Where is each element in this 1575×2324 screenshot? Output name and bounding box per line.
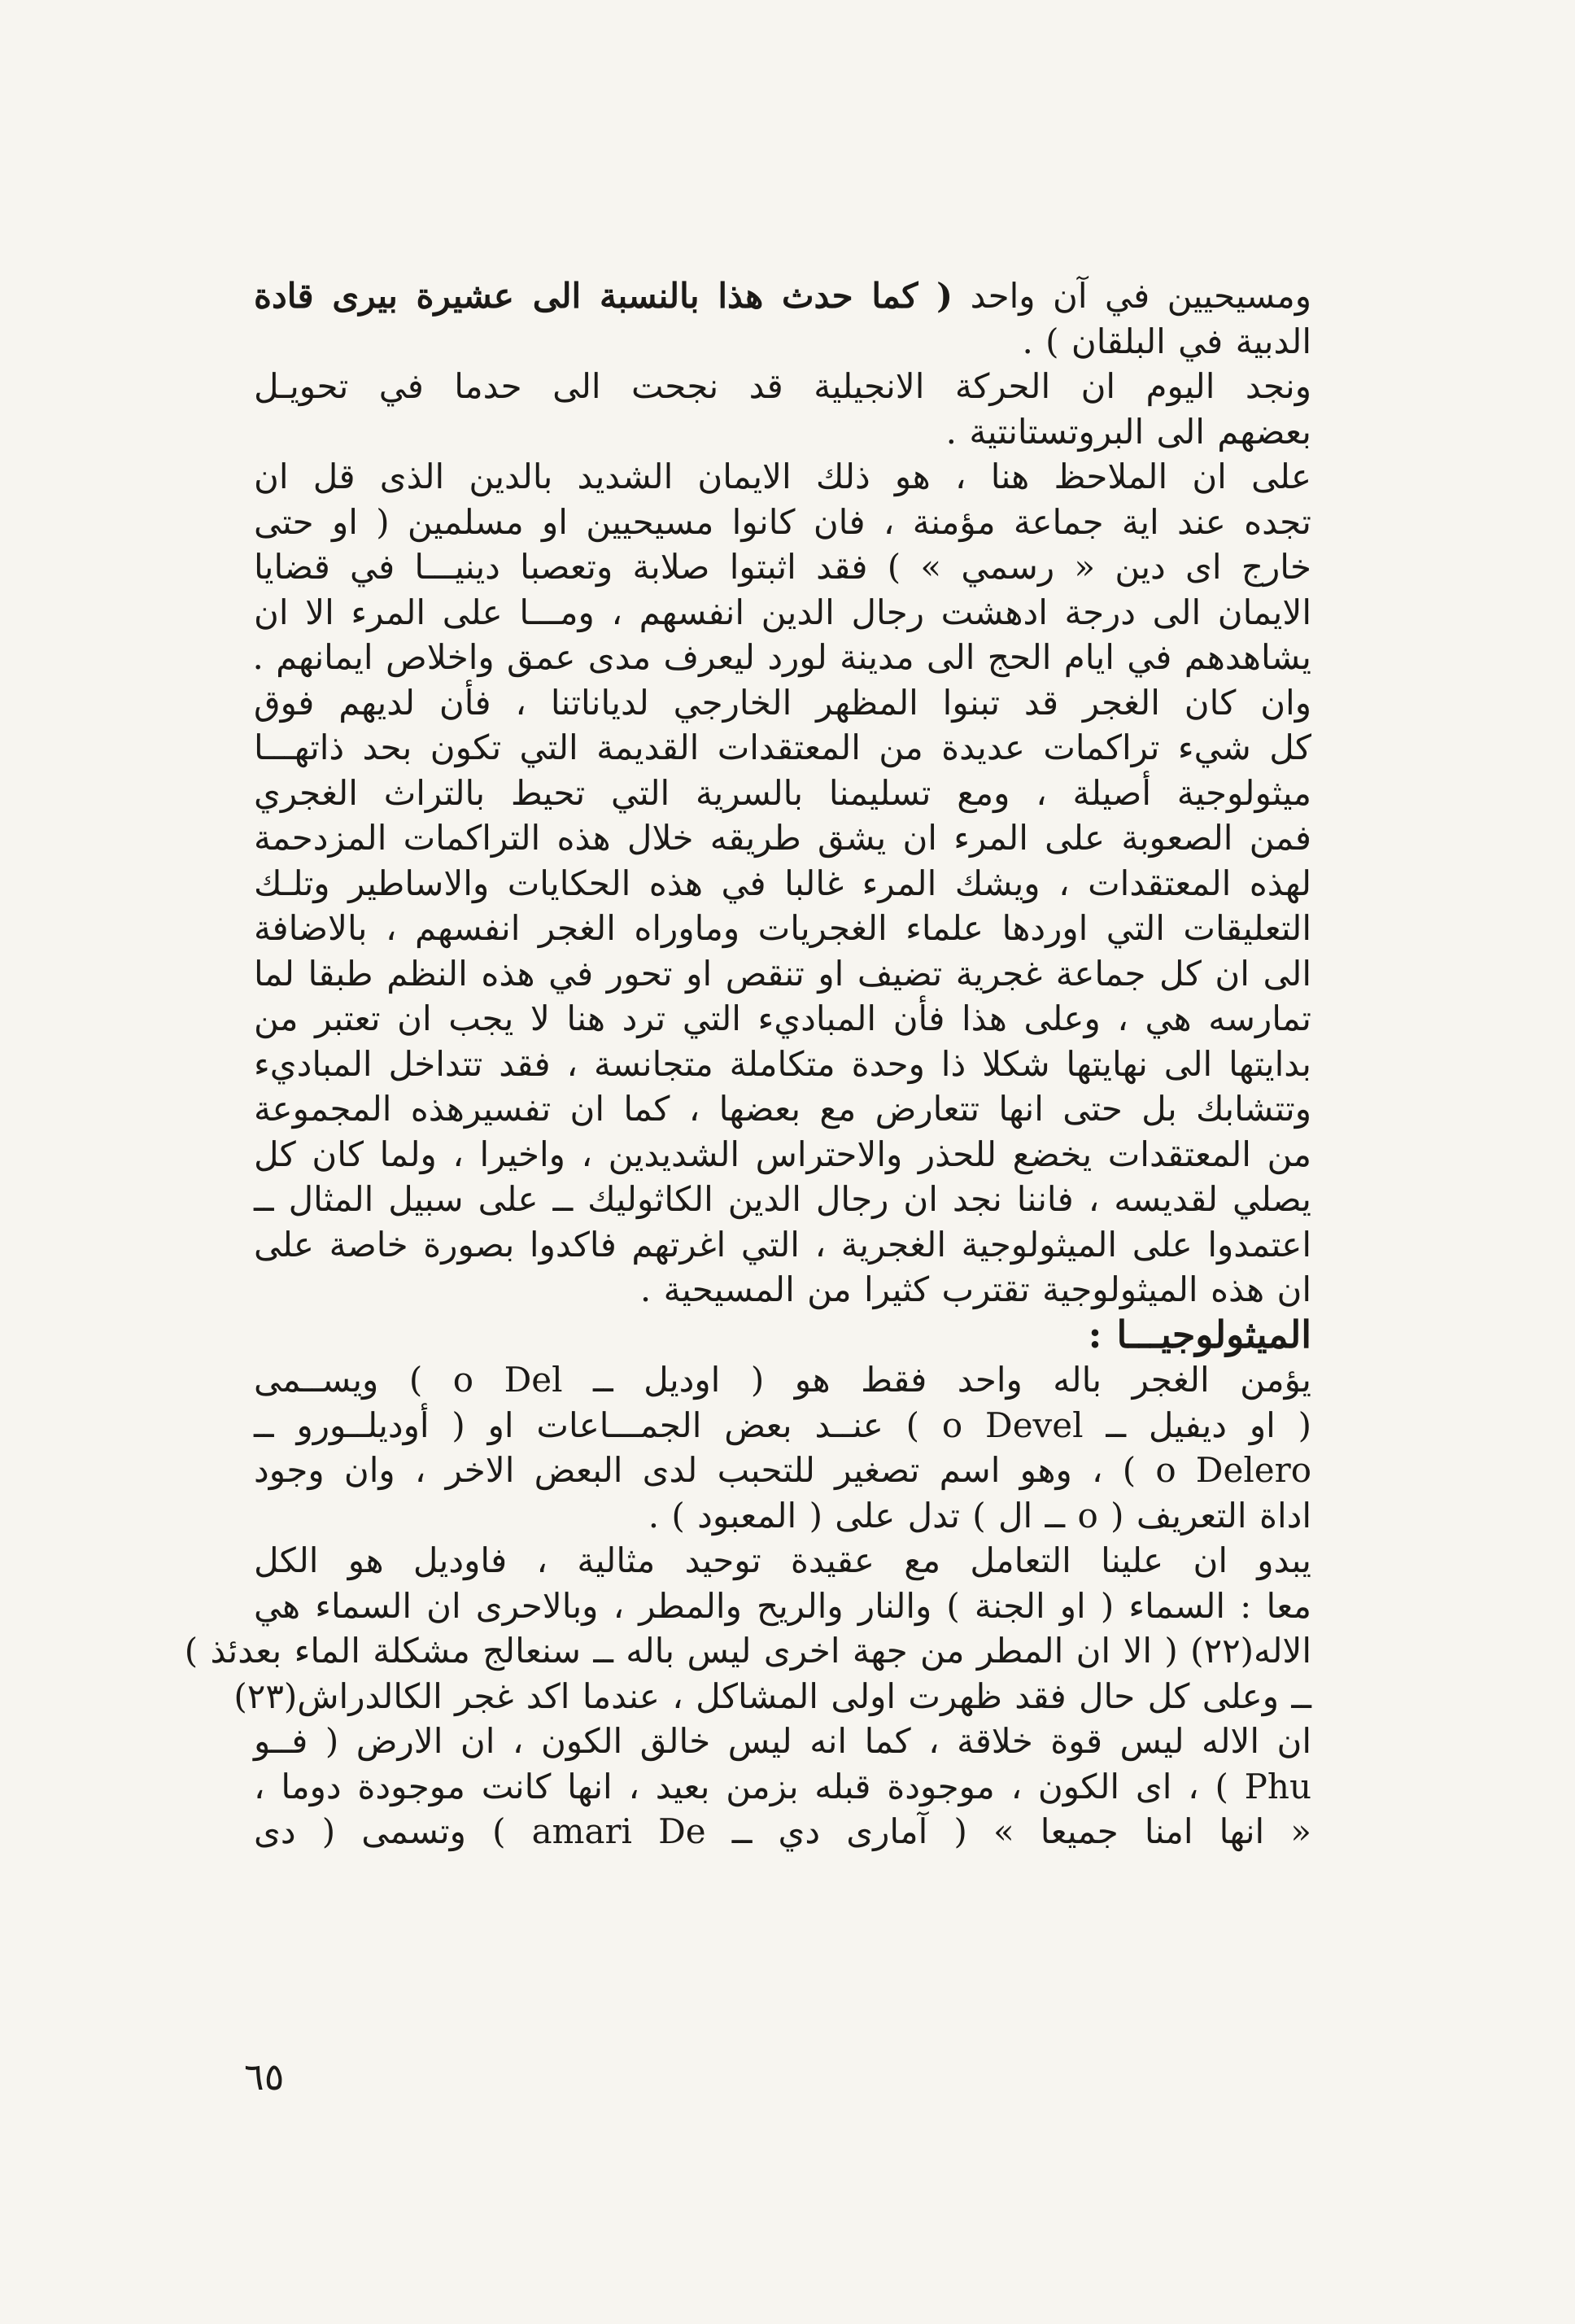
text-line: فمن الصعوبة على المرء ان يشق طريقه خلال هذه التراكمات المزدحمة xyxy=(254,818,1311,858)
text-line: وتتشابك بل حتى انها تتعارض مع بعضها ، كما ان تفسيرهذه المجموعة xyxy=(254,1089,1311,1129)
text-line: ان الاله ليس قوة خلاقة ، كما انه ليس خالق الكون ، ان الارض ( فــو xyxy=(254,1721,1311,1761)
text-line: تجده عند اية جماعة مؤمنة ، فان كانوا مسيحيين او مسلمين ( او حتى xyxy=(254,501,1311,542)
text-line: بعضهم الى البروتستانتية . xyxy=(945,411,1311,452)
text-line-start: ومسيحيين في آن واحد xyxy=(953,276,1312,316)
text-line: ( او ديفيل ــ o Devel ) عنــد بعض الجمـــاعات او ( أوديلــورو ــ xyxy=(254,1404,1311,1445)
text-line: على ان الملاحظ هنا ، هو ذلك الايمان الشديد بالدين الذى قل ان xyxy=(254,456,1311,496)
text-line: اداة التعريف ( o ــ ال ) تدل على ( المعبود ) . xyxy=(648,1495,1311,1536)
text-line: يشاهدهم في ايام الحج الى مدينة لورد ليعرف مدى عمق واخلاص ايمانهم . xyxy=(252,637,1311,677)
page-number: ٦٥ xyxy=(244,2055,285,2099)
text-line: يصلي لقديسه ، فاننا نجد ان رجال الدين الكاثوليك ــ على سبيل المثال ــ xyxy=(254,1179,1311,1219)
text-line: بدايتها الى نهايتها شكلا ذا وحدة متكاملة متجانسة ، فقد تتداخل المباديء xyxy=(254,1043,1311,1084)
text-line: اعتمدوا على الميثولوجية الغجرية ، التي اغرتهم فاكدوا بصورة خاصة على xyxy=(254,1224,1311,1265)
text-line: كل شيء تراكمات عديدة من المعتقدات القديمة التي تكون بحد ذاتهـــا xyxy=(254,727,1311,767)
text-line: ان هذه الميثولوجية تقترب كثيرا من المسيحية . xyxy=(639,1269,1311,1309)
text-line: معا : السماء ( او الجنة ) والنار والريح والمطر ، وبالاحرى ان السماء هي xyxy=(254,1585,1311,1626)
text-line: « انها امنا جميعا » ( آمارى دي ــ amari De ) وتسمى ( دى xyxy=(254,1811,1311,1851)
text-line: ونجد اليوم ان الحركة الانجيلية قد نجحت الى حدما في تحويـل xyxy=(254,366,1311,406)
text-line: وان كان الغجر قد تبنوا المظهر الخارجي لدياناتنا ، فأن لديهم فوق xyxy=(254,682,1311,723)
text-line: Phu ) ، اى الكون ، موجودة قبله بزمن بعيد ، انها كانت موجودة دوما ، xyxy=(254,1766,1311,1806)
text-line: يبدو ان علينا التعامل مع عقيدة توحيد مثالية ، فاوديل هو الكل xyxy=(254,1540,1311,1580)
text-line: لهذه المعتقدات ، ويشك المرء غالبا في هذه الحكايات والاساطير وتلـك xyxy=(254,863,1311,903)
text-line: خارج اى دين « رسمي » ) فقد اثبتوا صلابة وتعصبا دينيـــا في قضايا xyxy=(254,547,1311,587)
text-line: يؤمن الغجر باله واحد فقط هو ( اوديل ــ o Del ) ويســمى xyxy=(254,1360,1311,1400)
text-line: الدبية في البلقان ) . xyxy=(1022,321,1311,361)
text-line: الاله(٢٢) ( الا ان المطر من جهة اخرى ليس باله ــ سنعالج مشكلة الماء بعدئذ ) xyxy=(184,1631,1311,1671)
text-line: من المعتقدات يخضع للحذر والاحتراس الشديدين ، واخيرا ، ولما كان كل xyxy=(254,1134,1311,1174)
text-line: الايمان الى درجة ادهشت رجال الدين انفسهم ، ومـــا على المرء الا ان xyxy=(254,592,1311,632)
text-line: الى ان كل جماعة غجرية تضيف او تنقص او تحور في هذه النظم طبقا لما xyxy=(254,953,1311,994)
section-heading: الميثولوجيـــا : xyxy=(1088,1312,1311,1356)
body-text xyxy=(184,273,1312,1854)
emphasized-text: ( كما حدث هذا بالنسبة الى عشيرة بيرى قادة xyxy=(254,276,953,316)
text-line: o Delero ) ، وهو اسم تصغير للتحبب لدى البعض الاخر ، وان وجود xyxy=(254,1450,1311,1490)
text-line: التعليقات التي اوردها علماء الغجريات وماوراه الغجر انفسهم ، بالاضافة xyxy=(254,908,1311,948)
text-line xyxy=(254,273,1311,319)
text-line: تمارسه هي ، وعلى هذا فأن المباديء التي ترد هنا لا يجب ان تعتبر من xyxy=(254,998,1311,1038)
text-line: ميثولوجية أصيلة ، ومع تسليمنا بالسرية التي تحيط بالتراث الغجري xyxy=(254,772,1311,813)
text-line: ــ وعلى كل حال فقد ظهرت اولى المشاكل ، عندما اكد غجر الكالدراش(٢٣) xyxy=(233,1675,1311,1716)
